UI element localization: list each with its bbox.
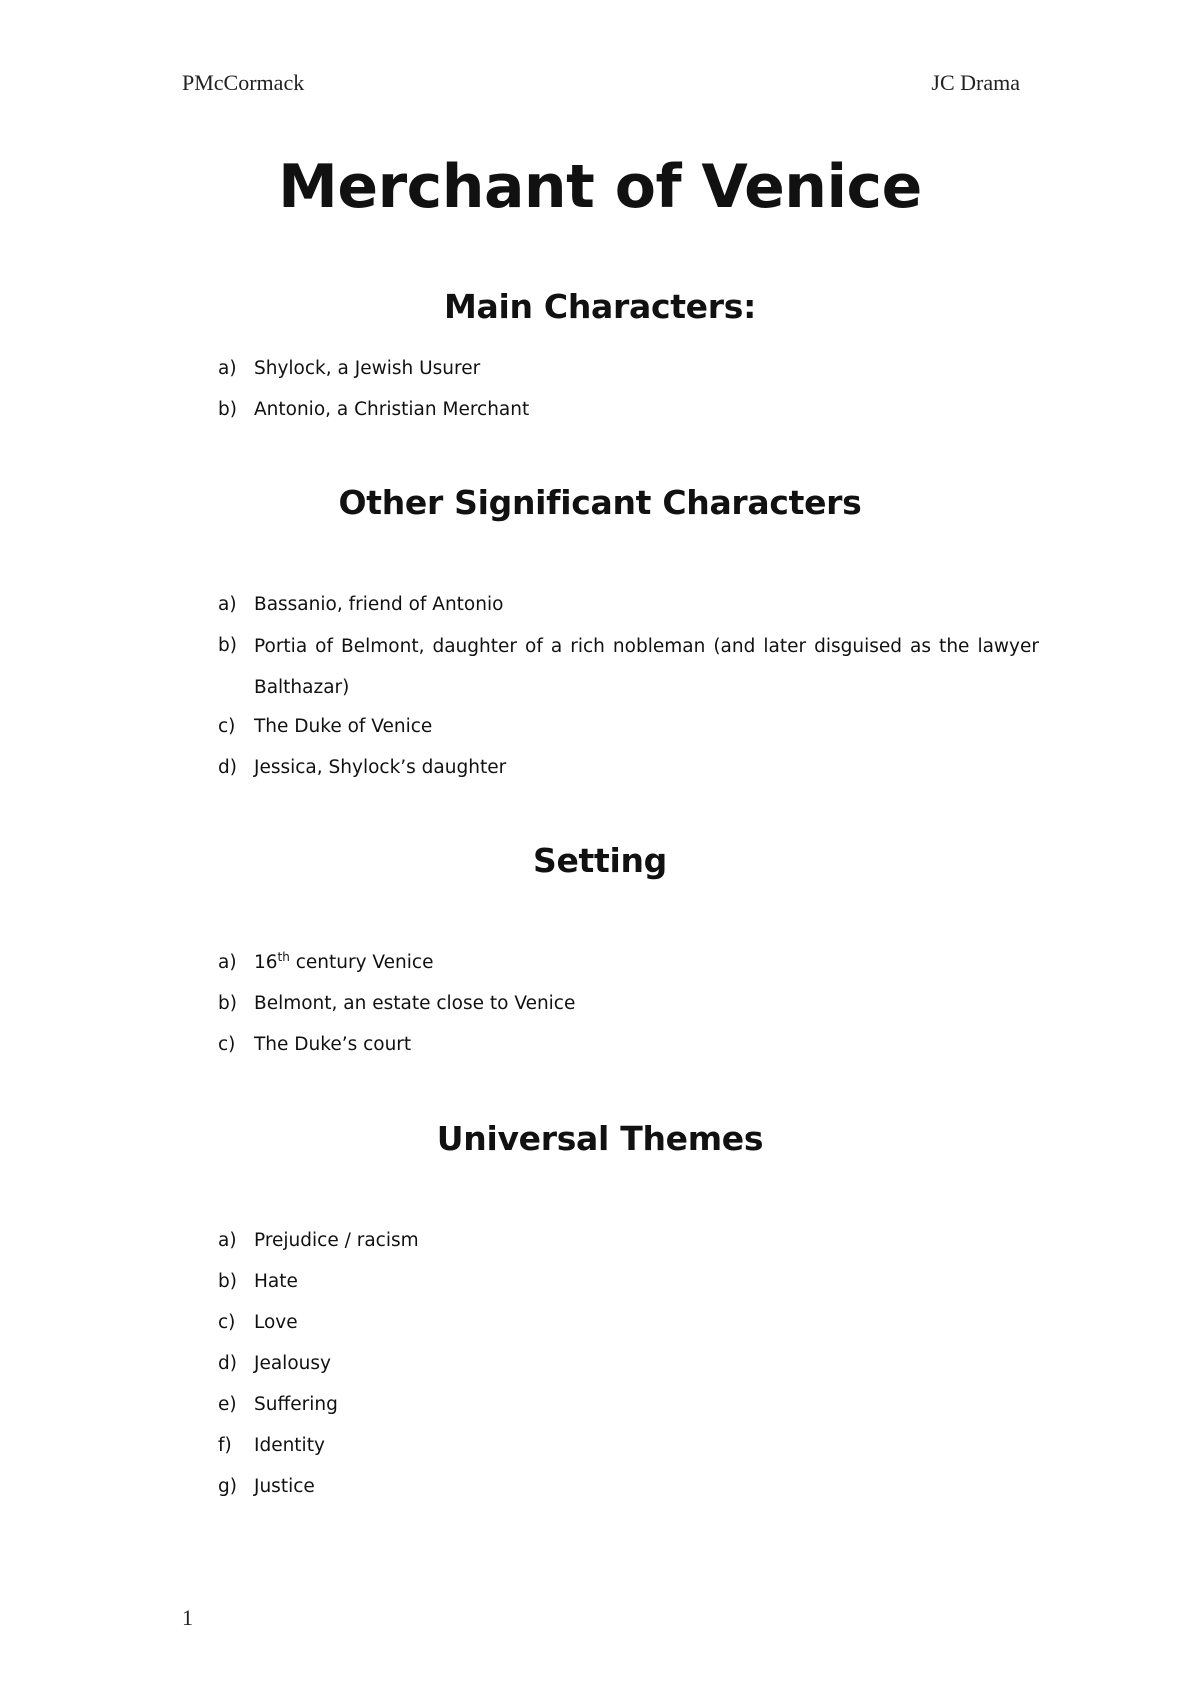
list-item-label: d) bbox=[218, 757, 237, 778]
ordinal-suffix: th bbox=[277, 949, 290, 964]
section-heading-main-characters: Main Characters: bbox=[444, 287, 756, 326]
page-number: 1 bbox=[182, 1605, 193, 1630]
list-item-label: f) bbox=[218, 1435, 232, 1456]
list-item-text: Identity bbox=[254, 1435, 325, 1456]
list-item-text: Belmont, an estate close to Venice bbox=[254, 993, 576, 1014]
list-item-label: e) bbox=[218, 1394, 237, 1415]
century-number: 16 bbox=[254, 952, 278, 973]
list-item-text: Hate bbox=[254, 1271, 298, 1292]
list-item-text: Love bbox=[254, 1312, 298, 1333]
list-item-label: d) bbox=[218, 1353, 237, 1374]
list-item-label: b) bbox=[218, 399, 237, 420]
list-item-text: Suffering bbox=[254, 1394, 338, 1415]
list-item-label: a) bbox=[218, 594, 237, 615]
list-item-text: Jessica, Shylock’s daughter bbox=[254, 757, 507, 778]
century-text: century Venice bbox=[289, 952, 434, 973]
list-item-text: Bassanio, friend of Antonio bbox=[254, 594, 504, 615]
section-heading-other-characters: Other Significant Characters bbox=[338, 483, 862, 522]
list-item-text: Justice bbox=[254, 1476, 315, 1497]
list-item-label: b) bbox=[218, 635, 237, 656]
list-item-text: Portia of Belmont, daughter of a rich nobleman (and later disguised as the lawyer Balthazar) bbox=[254, 636, 1039, 698]
list-item-label: c) bbox=[218, 716, 236, 737]
list-item-label: a) bbox=[218, 358, 237, 379]
list-item-label: b) bbox=[218, 993, 237, 1014]
header-subject: JC Drama bbox=[931, 70, 1020, 95]
list-item-text: Jealousy bbox=[254, 1353, 331, 1374]
section-heading-themes: Universal Themes bbox=[436, 1119, 764, 1158]
list-item-label: c) bbox=[218, 1034, 236, 1055]
list-item-label: a) bbox=[218, 952, 237, 973]
list-item-text: Shylock, a Jewish Usurer bbox=[254, 358, 481, 379]
list-item-label: c) bbox=[218, 1312, 236, 1333]
list-item-label: a) bbox=[218, 1230, 237, 1251]
list-item-text: Antonio, a Christian Merchant bbox=[254, 399, 530, 420]
list-item-label: b) bbox=[218, 1271, 237, 1292]
list-item-text: The Duke’s court bbox=[254, 1034, 412, 1055]
list-item-label: g) bbox=[218, 1476, 237, 1497]
list-item-text: Prejudice / racism bbox=[254, 1230, 419, 1251]
page-title: Merchant of Venice bbox=[278, 152, 922, 222]
list-item-text bbox=[254, 951, 433, 975]
list-item-text: The Duke of Venice bbox=[254, 716, 433, 737]
section-heading-setting: Setting bbox=[532, 841, 668, 880]
header-author: PMcCormack bbox=[182, 70, 305, 95]
